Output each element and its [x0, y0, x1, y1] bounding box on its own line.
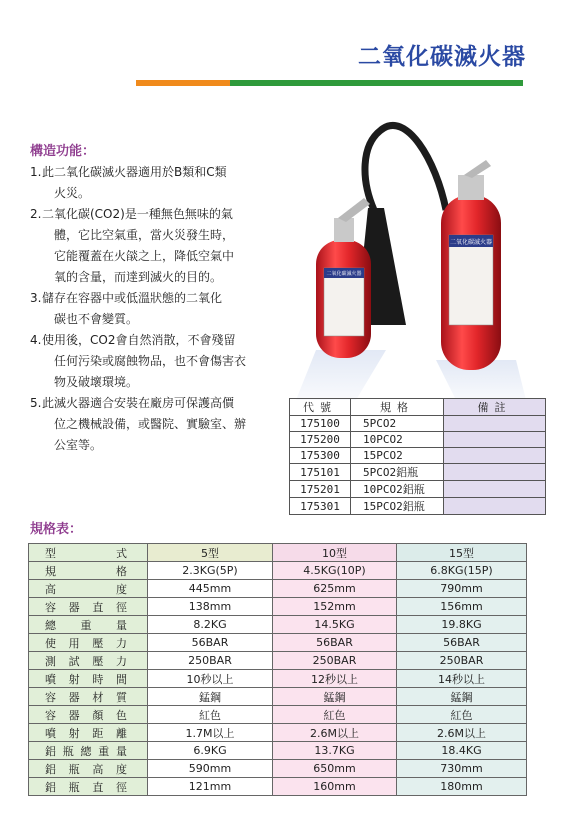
- spec-label: 規格: [45, 564, 131, 578]
- spec-value-5: 2.3KG(5P): [148, 562, 273, 580]
- feature-line: 物及破壞環境。: [54, 375, 139, 389]
- spec-value-15: 14秒以上: [397, 670, 527, 688]
- large-label: [449, 235, 493, 325]
- feature-line: 儲存在容器中或低溫狀態的二氧化: [42, 291, 223, 305]
- spec-value-15: 730mm: [397, 760, 527, 778]
- spec-value-5: 錳鋼: [148, 688, 273, 706]
- model-row: [290, 448, 546, 464]
- feature-item: [30, 162, 260, 204]
- feature-line: 此滅火器適合安裝在廠房可保護高價: [42, 396, 235, 410]
- spec-value-10: 2.6M以上: [273, 724, 397, 742]
- spec-label: 鋁瓶總重量: [45, 744, 131, 758]
- spec-value-5: 8.2KG: [148, 616, 273, 634]
- spec-label: 噴射時間: [45, 672, 131, 686]
- model-note: [444, 481, 546, 498]
- spec-label: 容器材質: [45, 690, 131, 704]
- spec-label-cell: [29, 724, 148, 742]
- spec-value-15: 6.8KG(15P): [397, 562, 527, 580]
- model-col-spec: 規格: [351, 399, 444, 416]
- spec-label-cell: [29, 598, 148, 616]
- model-code: 175200: [290, 432, 351, 448]
- feature-item: [30, 204, 260, 288]
- model-spec: 10PCO2鋁瓶: [351, 481, 444, 498]
- model-note: [444, 498, 546, 515]
- spec-label-cell: [29, 562, 148, 580]
- spec-label: 總重量: [45, 618, 131, 632]
- model-col-code: 代號: [290, 399, 351, 416]
- spec-row: [29, 778, 527, 796]
- feature-number: 5.: [30, 396, 42, 410]
- feature-item: [30, 288, 260, 330]
- model-row: [290, 481, 546, 498]
- spec-value-5: 10秒以上: [148, 670, 273, 688]
- spec-value-10: 56BAR: [273, 634, 397, 652]
- model-spec: 5PCO2鋁瓶: [351, 464, 444, 481]
- spec-label-cell: [29, 544, 148, 562]
- spec-value-15: 紅色: [397, 706, 527, 724]
- spec-value-15: 156mm: [397, 598, 527, 616]
- model-note: [444, 432, 546, 448]
- feature-line: 任何污染或腐蝕物品，也不會傷害衣: [54, 354, 247, 368]
- model-spec: 15PCO2: [351, 448, 444, 464]
- accent-bar-green: [230, 80, 523, 86]
- spec-value-5: 121mm: [148, 778, 273, 796]
- spec-row: [29, 724, 527, 742]
- feature-number: 4.: [30, 333, 42, 347]
- spec-row: [29, 742, 527, 760]
- spec-row: [29, 616, 527, 634]
- spec-label: 容器直徑: [45, 600, 131, 614]
- small-label-text: 二氧化碳滅火器: [326, 271, 362, 277]
- spec-label-cell: [29, 652, 148, 670]
- spec-value-15: 180mm: [397, 778, 527, 796]
- spec-value-15: 18.4KG: [397, 742, 527, 760]
- model-row: [290, 432, 546, 448]
- model-code: 175201: [290, 481, 351, 498]
- spec-value-10: 10型: [273, 544, 397, 562]
- feature-number: 2.: [30, 207, 42, 221]
- spec-value-10: 4.5KG(10P): [273, 562, 397, 580]
- spec-row: [29, 652, 527, 670]
- spec-value-10: 625mm: [273, 580, 397, 598]
- accent-bar-orange: [136, 80, 230, 86]
- feature-line: 氧的含量，而達到滅火的目的。: [54, 270, 223, 284]
- feature-number: 1.: [30, 165, 42, 179]
- spec-value-10: 250BAR: [273, 652, 397, 670]
- feature-line: 公室等。: [54, 438, 103, 452]
- spec-value-5: 445mm: [148, 580, 273, 598]
- model-note: [444, 448, 546, 464]
- spec-label-cell: [29, 760, 148, 778]
- spec-value-15: 790mm: [397, 580, 527, 598]
- spec-value-10: 160mm: [273, 778, 397, 796]
- model-note: [444, 416, 546, 432]
- spec-label: 測試壓力: [45, 654, 131, 668]
- spec-value-5: 56BAR: [148, 634, 273, 652]
- feature-item: [30, 330, 260, 393]
- spec-value-5: 250BAR: [148, 652, 273, 670]
- spec-label: 高度: [45, 582, 131, 596]
- model-table: [289, 398, 546, 515]
- spec-row: [29, 580, 527, 598]
- model-row: [290, 498, 546, 515]
- model-row: [290, 464, 546, 481]
- spec-value-15: 19.8KG: [397, 616, 527, 634]
- spec-value-10: 152mm: [273, 598, 397, 616]
- extinguisher-photo: [286, 100, 526, 400]
- feature-line: 二氧化碳(CO2)是一種無色無味的氣: [42, 207, 233, 221]
- spec-value-15: 錳鋼: [397, 688, 527, 706]
- spec-value-5: 590mm: [148, 760, 273, 778]
- features-list: [30, 162, 260, 456]
- spec-label: 使用壓力: [45, 636, 131, 650]
- model-row: [290, 416, 546, 432]
- spec-label: 容器顏色: [45, 708, 131, 722]
- spec-value-5: 紅色: [148, 706, 273, 724]
- spec-value-10: 13.7KG: [273, 742, 397, 760]
- spec-value-5: 5型: [148, 544, 273, 562]
- spec-value-15: 250BAR: [397, 652, 527, 670]
- feature-line: 它能覆蓋在火燄之上，降低空氣中: [54, 249, 235, 263]
- page-title: 二氧化碳滅火器: [358, 44, 526, 70]
- spec-row: [29, 706, 527, 724]
- spec-header-row: [29, 544, 527, 562]
- spec-value-15: 56BAR: [397, 634, 527, 652]
- small-label: [324, 268, 364, 336]
- model-code: 175300: [290, 448, 351, 464]
- spec-label-cell: [29, 742, 148, 760]
- feature-line: 使用後，CO2會自然消散，不會殘留: [42, 333, 236, 347]
- spec-value-10: 紅色: [273, 706, 397, 724]
- spec-label-cell: [29, 778, 148, 796]
- feature-line: 體，它比空氣重，當火災發生時，: [54, 228, 235, 242]
- spec-label-cell: [29, 706, 148, 724]
- spec-value-15: 2.6M以上: [397, 724, 527, 742]
- spec-label: 鋁瓶直徑: [45, 780, 131, 794]
- spec-row: [29, 562, 527, 580]
- spec-value-5: 6.9KG: [148, 742, 273, 760]
- large-label-text: 二氧化碳滅火器: [449, 239, 493, 246]
- spec-row: [29, 670, 527, 688]
- model-code: 175100: [290, 416, 351, 432]
- model-col-note: 備註: [444, 399, 546, 416]
- spec-value-10: 14.5KG: [273, 616, 397, 634]
- feature-line: 此二氧化碳滅火器適用於B類和C類: [42, 165, 227, 179]
- model-code: 175301: [290, 498, 351, 515]
- model-note: [444, 464, 546, 481]
- spec-label: 噴射距離: [45, 726, 131, 740]
- spec-label-cell: [29, 580, 148, 598]
- spec-table: [28, 543, 527, 796]
- spec-row: [29, 598, 527, 616]
- feature-line: 火災。: [54, 186, 91, 200]
- spec-row: [29, 688, 527, 706]
- spec-value-5: 1.7M以上: [148, 724, 273, 742]
- model-code: 175101: [290, 464, 351, 481]
- feature-number: 3.: [30, 291, 42, 305]
- hose: [365, 125, 446, 210]
- spec-label-cell: [29, 688, 148, 706]
- spec-value-10: 錳鋼: [273, 688, 397, 706]
- spec-label-cell: [29, 634, 148, 652]
- spec-value-15: 15型: [397, 544, 527, 562]
- spec-value-5: 138mm: [148, 598, 273, 616]
- model-spec: 10PCO2: [351, 432, 444, 448]
- spec-label: 鋁瓶高度: [45, 762, 131, 776]
- spec-label-cell: [29, 670, 148, 688]
- spec-value-10: 12秒以上: [273, 670, 397, 688]
- spec-heading: 規格表：: [30, 522, 83, 537]
- feature-line: 位之機械設備，或醫院、實驗室、辦: [54, 417, 247, 431]
- model-spec: 5PCO2: [351, 416, 444, 432]
- spec-label: 型式: [45, 546, 131, 560]
- features-heading: 構造功能：: [30, 144, 96, 159]
- feature-item: [30, 393, 260, 456]
- spec-label-cell: [29, 616, 148, 634]
- spec-value-10: 650mm: [273, 760, 397, 778]
- spec-row: [29, 634, 527, 652]
- model-spec: 15PCO2鋁瓶: [351, 498, 444, 515]
- feature-line: 碳也不會變質。: [54, 312, 139, 326]
- spec-row: [29, 760, 527, 778]
